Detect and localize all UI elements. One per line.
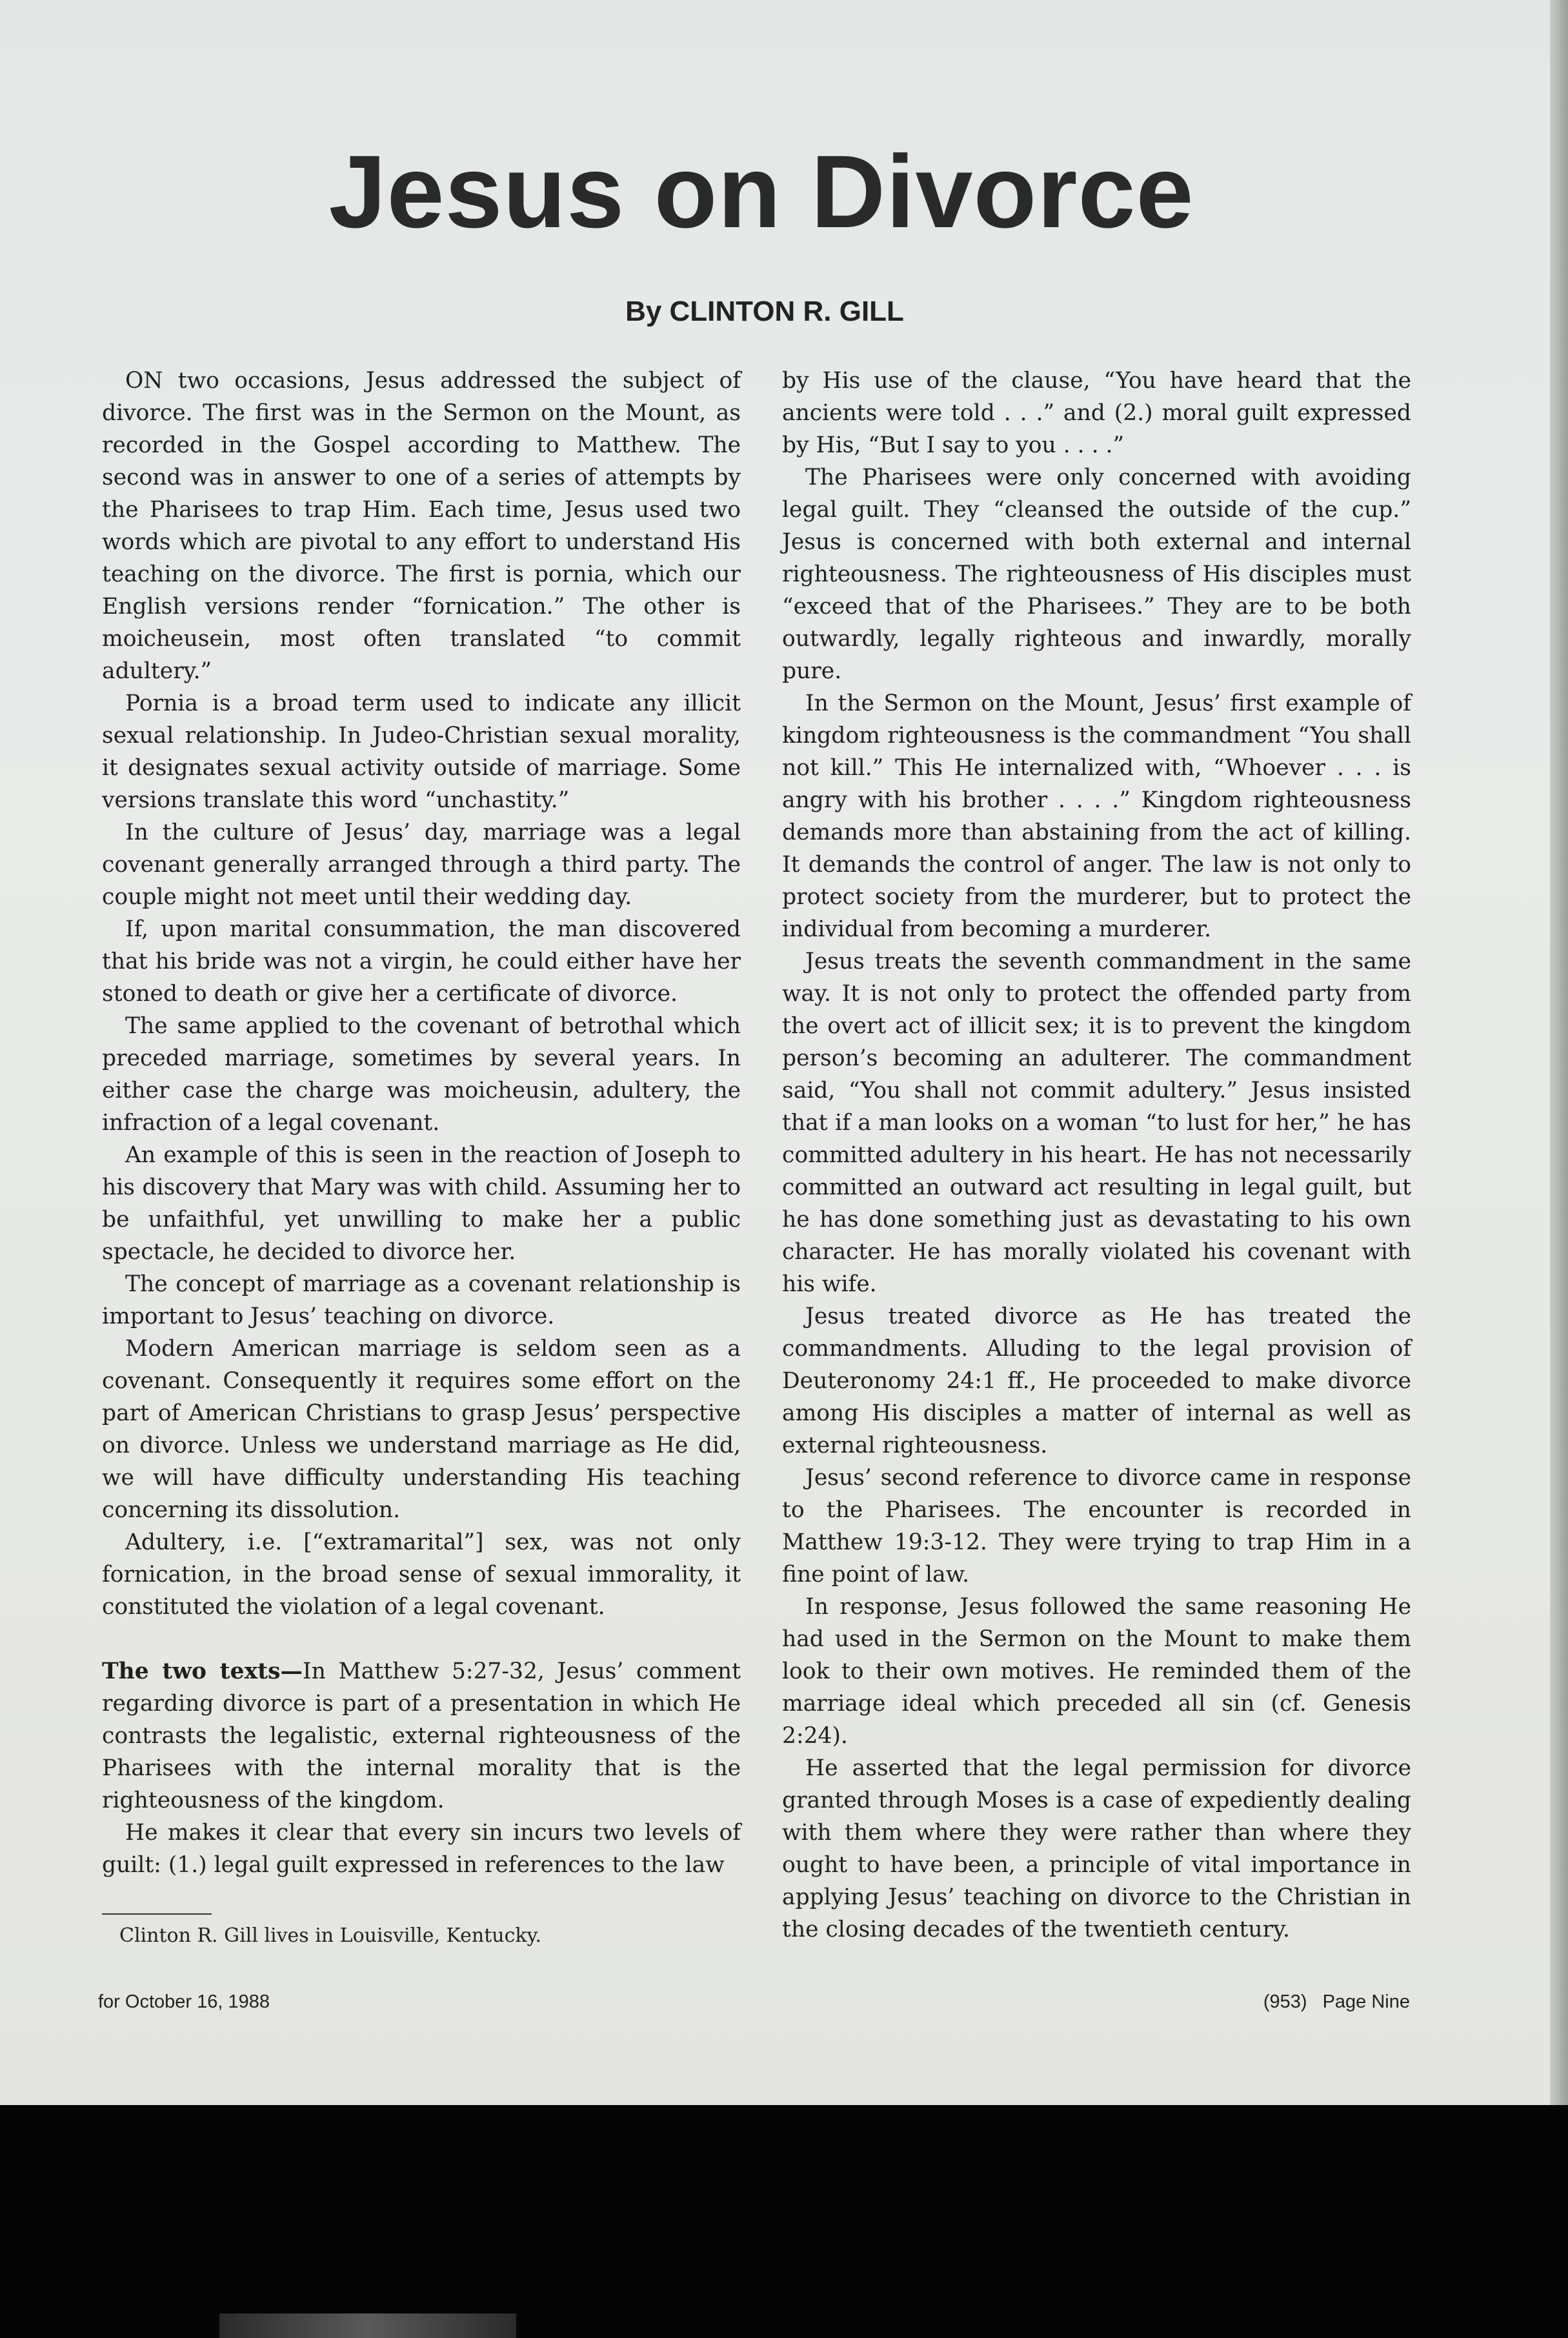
- scanner-background: [219, 2313, 516, 2338]
- section-text: In Matthew 5:27-32, Jesus’ comment regarding divorce is part of a presentation in which He contrasts the legalistic, external righteousness of the Pharisees with the internal morality that is the righteousness of the kingdom.: [102, 1658, 741, 1813]
- paragraph: In response, Jesus followed the same reasoning He had used in the Sermon on the Mount to make them look to their own motives. He reminded them of the marriage ideal which preceded all sin (cf. Genesis 2:24).: [782, 1594, 1411, 1749]
- issue-date: for October 16, 1988: [98, 1991, 270, 2012]
- page-label: Page Nine: [1322, 1991, 1410, 2012]
- paragraph: Jesus treated divorce as He has treated the commandments. Alluding to the legal provision of Deuteronomy 24:1 ff., He proceeded to make divorce among His disciples a matter of internal as well as external righteousness.: [782, 1304, 1411, 1458]
- paragraph: Pornia is a broad term used to indicate any illicit sexual relationship. In Judeo-Christian sexual morality, it designates sexual activity outside of marriage. Some versions translate this word “unchastity.”: [102, 690, 741, 813]
- paragraph: An example of this is seen in the reaction of Joseph to his discovery that Mary was with child. Assuming her to be unfaithful, yet unwilling to make her a public spectacle, he decided to divorce her.: [102, 1142, 741, 1265]
- paragraph: Adultery, i.e. [“extramarital”] sex, was not only fornication, in the broad sense of sexual immorality, it constituted the violation of a legal covenant.: [102, 1529, 741, 1620]
- page-code: (953): [1263, 1991, 1307, 2012]
- page-edge: [1550, 0, 1568, 2105]
- article-title: Jesus on Divorce: [328, 134, 1194, 249]
- section-paragraph: [102, 1655, 741, 1817]
- footnote-rule: [102, 1913, 212, 1915]
- paragraph: Jesus’ second reference to divorce came in response to the Pharisees. The encounter is recorded in Matthew 19:3-12. They were trying to trap Him in a fine point of law.: [782, 1465, 1411, 1587]
- paragraph: The Pharisees were only concerned with avoiding legal guilt. They “cleansed the outside of the cup.” Jesus is concerned with both external and internal righteousness. The righteousness of His disciples must “exceed that of the Pharisees.” They are to be both outwardly, legally righteous and inwardly, morally pure.: [782, 465, 1411, 684]
- page-folio: [1263, 1991, 1410, 2013]
- paragraph: If, upon marital consummation, the man discovered that his bride was not a virgin, he could either have her stoned to death or give her a certificate of divorce.: [102, 916, 741, 1007]
- section-heading: The two texts—: [102, 1658, 303, 1684]
- left-column: [102, 365, 741, 1881]
- author-footnote: Clinton R. Gill lives in Louisville, Kentucky.: [119, 1924, 542, 1947]
- paragraph: In the culture of Jesus’ day, marriage was a legal covenant generally arranged through a third party. The couple might not meet until their wedding day.: [102, 820, 741, 910]
- paragraph: The same applied to the covenant of betrothal which preceded marriage, sometimes by several years. In either case the charge was moicheusin, adultery, the infraction of a legal covenant.: [102, 1013, 741, 1136]
- article-byline: By CLINTON R. GILL: [625, 296, 904, 327]
- right-column: [782, 365, 1411, 1946]
- paragraph: He asserted that the legal permission for divorce granted through Moses is a case of expediently dealing with them where they were rather than where they ought to have been, a principle of vital importance in applying Jesus’ teaching on divorce to the Christian in the closing decades of the twentieth century.: [782, 1755, 1411, 1942]
- paragraph: In the Sermon on the Mount, Jesus’ first example of kingdom righteousness is the commandment “You shall not kill.” This He internalized with, “Whoever . . . is angry with his brother . . . .” Kingdom righteousness demands more than abstaining from the act of killing. It demands the control of anger. The law is not only to protect society from the murderer, but to protect the individual from becoming a murderer.: [782, 690, 1411, 942]
- paragraph: ON two occasions, Jesus addressed the subject of divorce. The first was in the Sermon on the Mount, as recorded in the Gospel according to Matthew. The second was in answer to one of a series of attempts by the Pharisees to trap Him. Each time, Jesus used two words which are pivotal to any effort to understand His teaching on the divorce. The first is pornia, which our English versions render “fornication.” The other is moicheusein, most often translated “to commit adultery.”: [102, 368, 741, 684]
- paragraph: by His use of the clause, “You have heard that the ancients were told . . .” and (2.) moral guilt expressed by His, “But I say to you . . . .”: [782, 368, 1411, 458]
- paragraph: Jesus treats the seventh commandment in the same way. It is not only to protect the offended party from the overt act of illicit sex; it is to prevent the kingdom person’s becoming an adulterer. The commandment said, “You shall not commit adultery.” Jesus insisted that if a man looks on a woman “to lust for her,” he has committed adultery in his heart. He has not necessarily committed an outward act resulting in legal guilt, but he has done something just as devastating to his own character. He has morally violated his covenant with his wife.: [782, 949, 1411, 1297]
- paragraph: The concept of marriage as a covenant relationship is important to Jesus’ teaching on divorce.: [102, 1271, 741, 1329]
- paragraph: Modern American marriage is seldom seen as a covenant. Consequently it requires some effort on the part of American Christians to grasp Jesus’ perspective on divorce. Unless we understand marriage as He did, we will have difficulty understanding His teaching concerning its dissolution.: [102, 1336, 741, 1523]
- paragraph: He makes it clear that every sin incurs two levels of guilt: (1.) legal guilt expressed in references to the law: [102, 1820, 741, 1878]
